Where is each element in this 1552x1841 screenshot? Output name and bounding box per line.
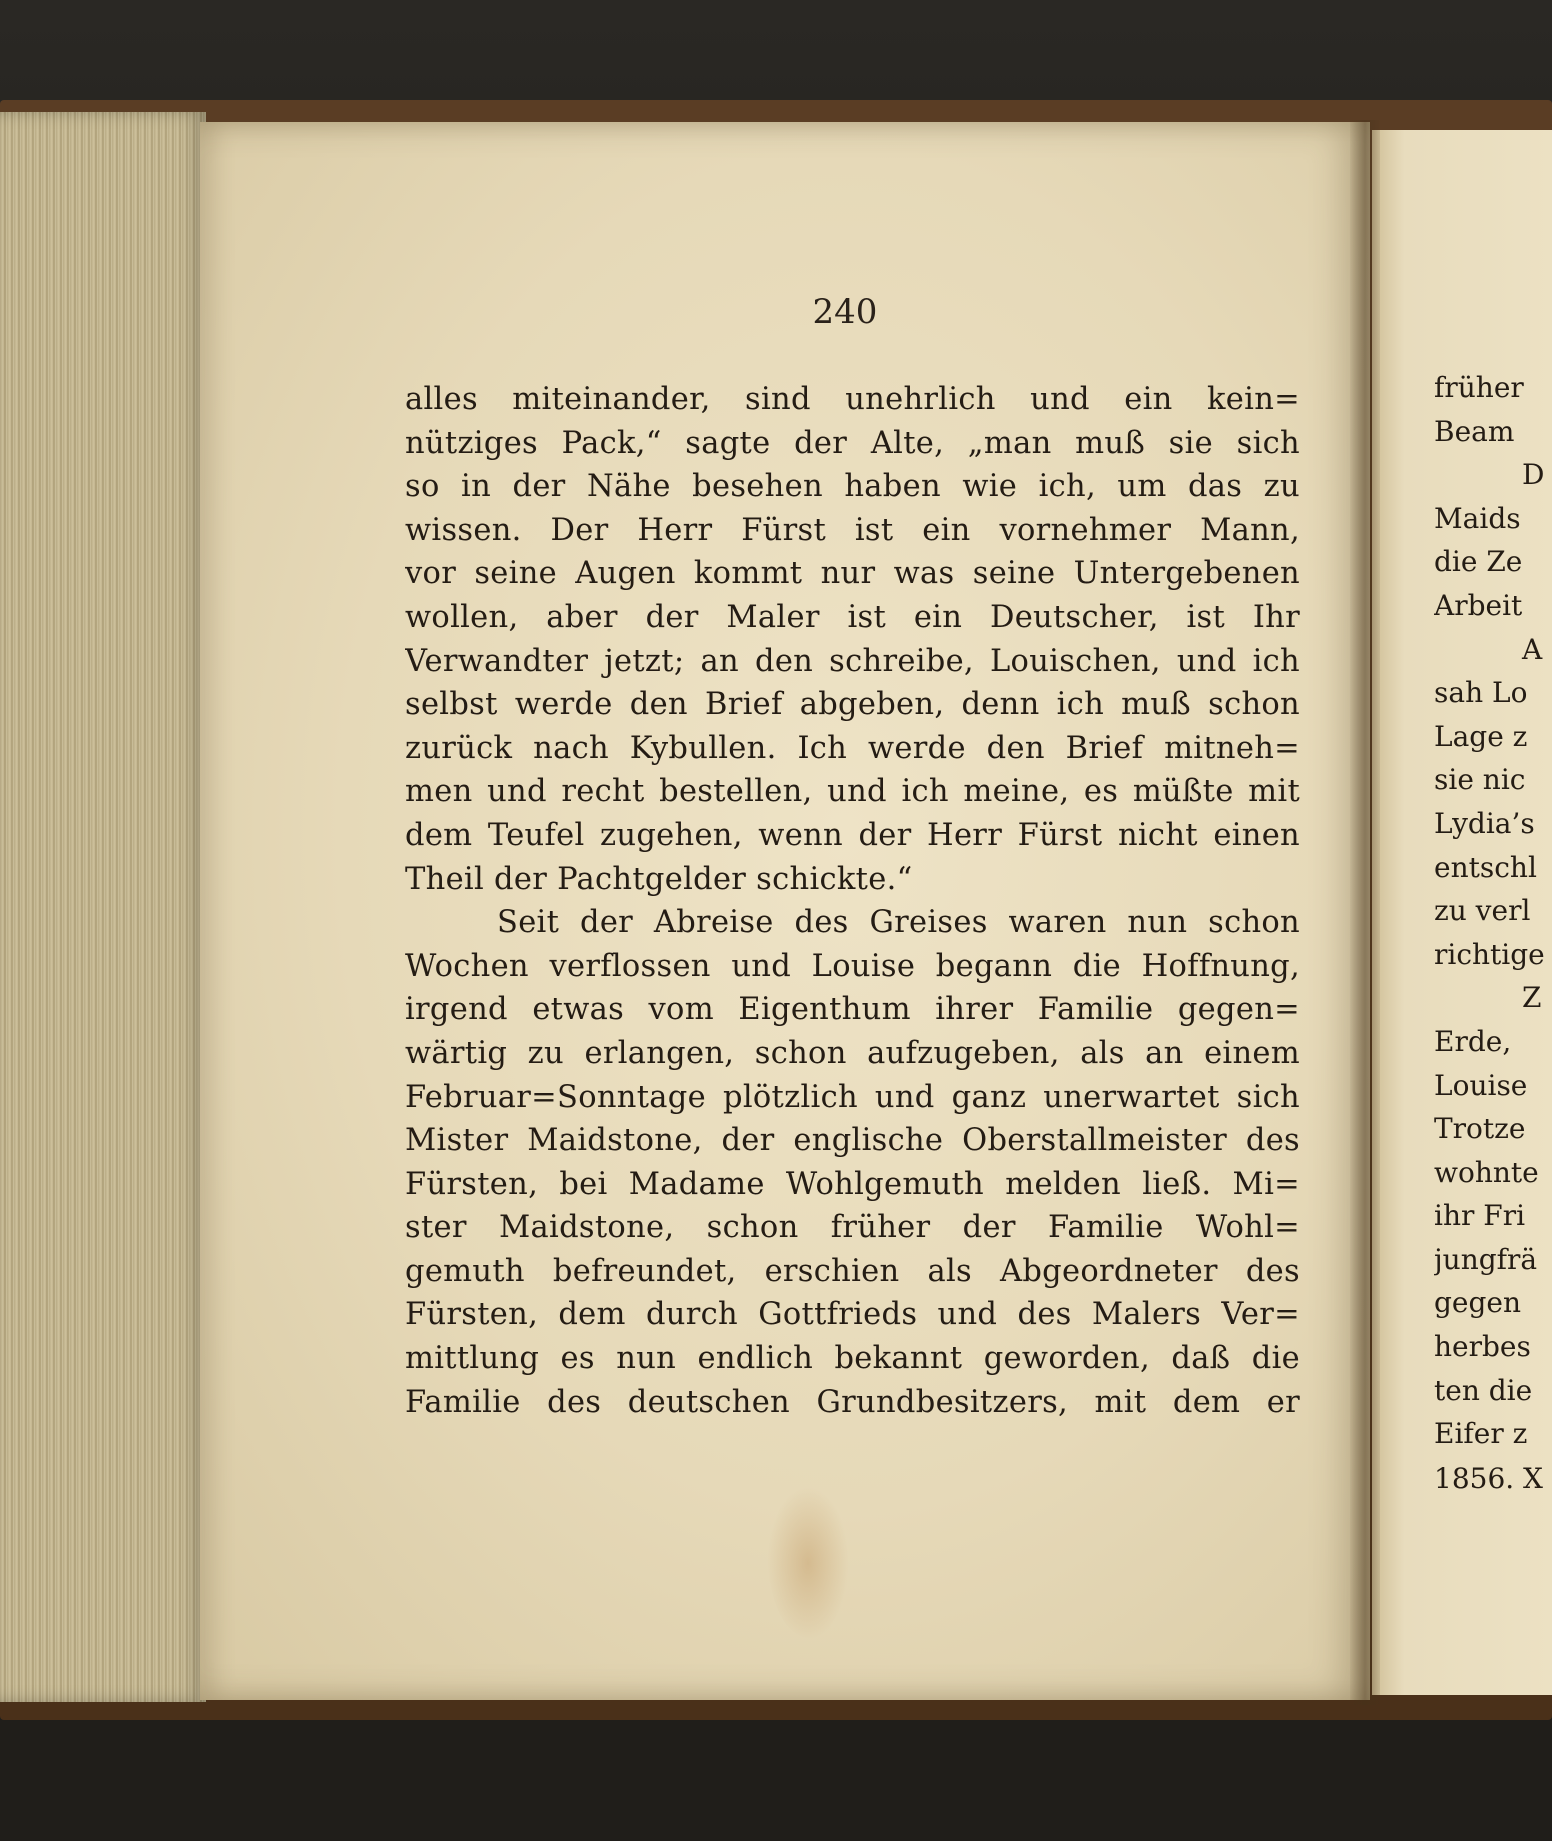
text-line: alles miteinander, sind unehrlich und ein kein=	[405, 382, 1300, 417]
page-edges	[0, 112, 206, 1702]
text-line: früher	[1434, 371, 1524, 404]
text-line: dem Teufel zugehen, wenn der Herr Fürst nicht einen	[405, 817, 1300, 853]
text-line: Z	[1522, 981, 1542, 1015]
paper-stain	[768, 1488, 848, 1638]
text-line: entschl	[1434, 850, 1537, 884]
text-line: sie nic	[1434, 763, 1526, 797]
text-line: gemuth befreundet, erschien als Abgeordneter des	[405, 1253, 1300, 1289]
text-line: men und recht bestellen, und ich meine, es müßte mit	[405, 774, 1300, 810]
text-line: Lage z	[1434, 719, 1528, 753]
text-line: zurück nach Kybullen. Ich werde den Brief mitneh=	[405, 730, 1300, 766]
text-line: vor seine Augen kommt nur was seine Untergebenen	[405, 556, 1300, 592]
text-line: Lydia’s	[1434, 806, 1535, 840]
text-line: Theil der Pachtgelder schickte.“	[405, 861, 913, 897]
text-line: mittlung es nun endlich bekannt geworden, daß die	[405, 1341, 1300, 1377]
text-line: D	[1522, 458, 1545, 492]
text-line: selbst werde den Brief abgeben, denn ich muß schon	[405, 687, 1300, 723]
text-line: wissen. Der Herr Fürst ist ein vornehmer Mann,	[405, 512, 1300, 548]
text-line: wohnte	[1434, 1155, 1539, 1189]
text-line: wollen, aber der Maler ist ein Deutscher, ist Ihr	[405, 599, 1300, 635]
text-line: die Ze	[1434, 545, 1523, 579]
text-line: Maids	[1434, 501, 1521, 535]
text-line: ihr Fri	[1434, 1199, 1526, 1233]
text-line: ten die	[1434, 1373, 1533, 1407]
text-line: Verwandter jetzt; an den schreibe, Louischen, und ich	[405, 643, 1300, 679]
book-gutter	[1350, 120, 1380, 1705]
text-line: zu verl	[1434, 894, 1531, 928]
text-line: A	[1522, 632, 1543, 666]
text-line: Erde,	[1434, 1024, 1512, 1058]
text-line: Trotze	[1434, 1112, 1526, 1146]
text-line: Seit der Abreise des Greises waren nun schon	[497, 905, 1300, 941]
text-line: wärtig zu erlangen, schon aufzugeben, als an einem	[405, 1035, 1300, 1071]
text-line: Fürsten, dem durch Gottfrieds und des Malers Ver=	[405, 1297, 1300, 1333]
text-line: irgend etwas vom Eigenthum ihrer Familie gegen=	[405, 992, 1300, 1028]
text-line: so in der Nähe besehen haben wie ich, um das zu	[405, 469, 1300, 505]
text-line: ster Maidstone, schon früher der Familie Wohl=	[405, 1210, 1300, 1246]
right-page-text	[1434, 366, 1552, 1456]
text-line: gegen	[1434, 1286, 1522, 1320]
text-line: Eifer z	[1434, 1417, 1528, 1451]
text-line: Mister Maidstone, der englische Oberstallmeister des	[405, 1123, 1300, 1159]
text-line: nütziges Pack,“ sagte der Alte, „man muß sie sich	[405, 425, 1300, 461]
text-line: richtige	[1434, 937, 1545, 971]
page-number: 240	[812, 292, 878, 332]
text-line: jungfrä	[1434, 1242, 1538, 1276]
text-line: Arbeit	[1434, 588, 1523, 622]
text-line: herbes	[1434, 1330, 1531, 1364]
text-line: Familie des deutschen Grundbesitzers, mit dem er	[405, 1384, 1300, 1420]
text-line: sah Lo	[1434, 676, 1528, 710]
right-page-footer: 1856. X	[1434, 1462, 1543, 1495]
text-line: Februar=Sonntage plötzlich und ganz unerwartet sich	[405, 1079, 1300, 1115]
left-page-text	[405, 378, 1300, 1424]
text-line: Fürsten, bei Madame Wohlgemuth melden ließ. Mi=	[405, 1166, 1300, 1202]
text-line: Beam	[1434, 414, 1515, 448]
text-line: Wochen verflossen und Louise begann die Hoffnung,	[405, 948, 1300, 984]
text-line: Louise	[1434, 1068, 1528, 1102]
